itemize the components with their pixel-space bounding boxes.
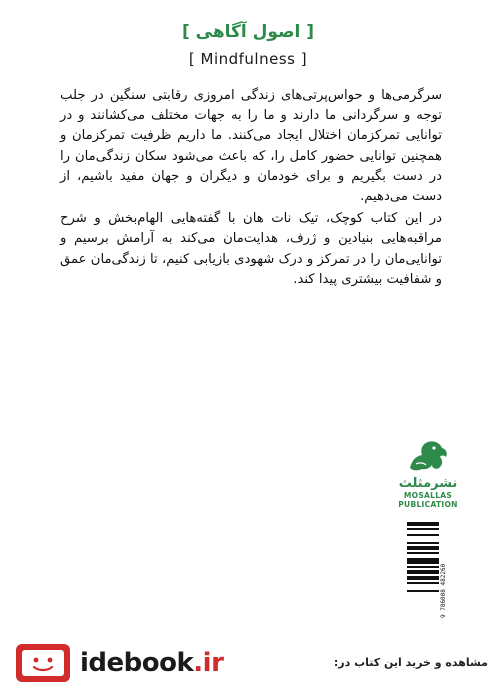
site-name: idebook — [80, 648, 194, 678]
blurb — [60, 86, 442, 292]
barcode-bar — [407, 566, 439, 568]
footer-banner — [8, 632, 492, 692]
publisher-name-en-2: PUBLICATION — [398, 500, 458, 509]
barcode-bar — [407, 542, 439, 544]
blurb-paragraph-2: در این کتاب کوچک، تیک نات هان با گفته‌هایی الهام‌بخش و شرح مراقبه‌هایی بنیادین و ژرف، هدایت‌مان می‌کند به آرامش برسیم و توانایی‌مان را در تمرکز و درک شهودی بازیابی کنیم، تا زندگی‌مان عمق و شفافیت بیشتری پیدا کند. — [60, 211, 442, 287]
publisher-name-fa: نشرمثلث — [398, 476, 458, 491]
barcode-bars — [407, 522, 439, 618]
site-link[interactable] — [80, 648, 223, 678]
book-badge-icon — [14, 640, 72, 686]
site-tld: .ir — [193, 648, 224, 678]
barcode-bar — [407, 522, 439, 526]
lion-emblem-icon — [406, 438, 450, 474]
blurb-paragraph-1: سرگرمی‌ها و حواس‌پرتی‌های زندگی امروزی رقابتی سنگین در جلب توجه و سرگردانی ما دارند و ما را به جهات مختلف می‌کشانند و در توانایی تمرکزمان اختلال ایجاد می‌کنند. ما داریم ظرفیت تمرکزمان و همچنین توانایی حضور کامل را، که باعث می‌شود سکان زندگی‌مان را در دست بگیریم و برای خودمان و دیگران و جهان مفید باشیم، از دست می‌دهیم. — [60, 88, 442, 205]
publisher-logo — [396, 438, 460, 509]
barcode-bar — [407, 546, 439, 550]
barcode-bar — [407, 528, 439, 530]
barcode-bar — [407, 570, 439, 574]
cover-title: [ اصول آگاهی ] — [181, 22, 315, 42]
publisher-name-en-1: MOSALLAS — [403, 491, 453, 500]
barcode-bar — [407, 558, 439, 564]
barcode-bar — [407, 552, 439, 554]
buy-cta-text: مشاهده و خرید این کتاب در: — [333, 656, 488, 669]
barcode-bar — [407, 582, 439, 584]
cover-subtitle: [ Mindfulness ] — [188, 50, 308, 68]
isbn-number: 9 786008 482260 — [440, 563, 447, 618]
barcode-bar — [407, 534, 439, 536]
barcode-bar — [407, 590, 439, 592]
barcode-bar — [407, 576, 439, 580]
isbn-barcode — [407, 522, 449, 618]
